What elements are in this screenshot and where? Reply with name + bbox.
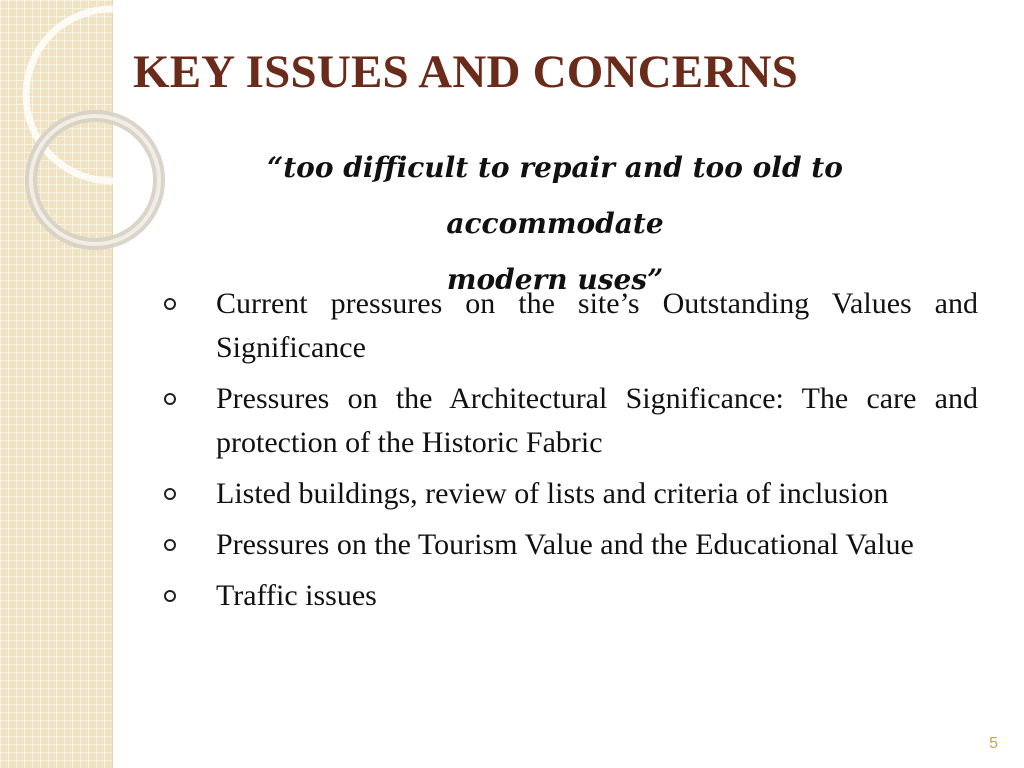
quote-line-1: “too difficult to repair and too old to accommodate [267,151,843,240]
page-number: 5 [989,735,998,752]
list-item [164,574,978,618]
list-item [164,472,978,516]
issues-list [164,282,978,625]
list-item-text: Current pressures on the site’s Outstanding Values and Significance [216,287,978,364]
list-item-text: Traffic issues [216,579,377,612]
list-item [164,282,978,370]
circle-bullet-icon [164,488,176,500]
quote-line-2: modern uses” [446,263,664,296]
slide-title: KEY ISSUES AND CONCERNS [133,46,798,98]
decorative-rings [0,0,140,240]
list-item [164,377,978,465]
list-item [164,523,978,567]
circle-bullet-icon [164,590,176,602]
circle-bullet-icon [164,539,176,551]
circle-bullet-icon [164,298,176,310]
list-item-text: Pressures on the Architectural Significance: The care and protection of the Historic Fabric [216,382,978,459]
list-item-text: Pressures on the Tourism Value and the Educational Value [216,528,914,561]
list-item-text: Listed buildings, review of lists and criteria of inclusion [216,477,889,510]
circle-bullet-icon [164,393,176,405]
